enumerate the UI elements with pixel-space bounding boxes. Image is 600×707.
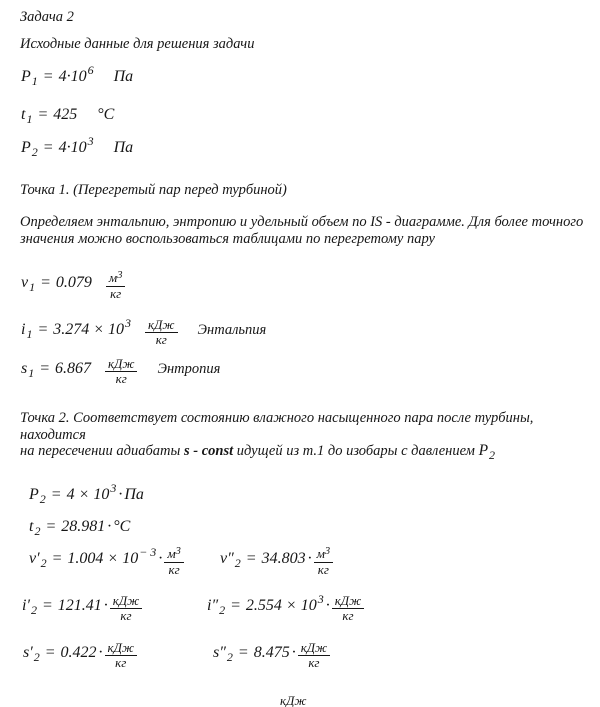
unit-fraction [314,547,334,577]
exponent: 6 [87,63,94,77]
note-line: Определяем энтальпию, энтропию и удельный объем по IS - диаграмме. Для более точного [20,214,584,230]
fraction-numerator: кДж [108,356,135,371]
formula-v1 [21,270,125,306]
fraction-denominator: кг [106,286,126,301]
variable: P [478,442,489,459]
variable: t [21,106,26,123]
unit-numerator: кДж [280,693,307,707]
formula-i1 [21,316,267,353]
equals-sign: = [237,644,249,661]
unit-fraction [105,357,137,387]
exponent: 3 [317,592,324,606]
equals-sign: = [45,518,57,535]
quantity-label: Энтропия [157,361,221,377]
fraction-numerator [164,547,184,562]
multiply-dot: · [158,550,163,567]
page-title: Задача 2 [20,9,74,25]
formula-v2-double-prime [220,546,333,582]
value: 121.41 [57,597,102,614]
unit-exponent: 3 [175,546,181,557]
equals-sign: = [42,139,54,156]
fraction-denominator: кг [332,608,364,623]
formula-s2-prime [23,640,137,676]
unit-numerator: м [108,270,118,285]
formula-i2-prime [22,593,142,629]
unit-numerator: м [167,546,176,561]
variable: i [21,321,26,338]
multiply-dot: · [291,644,296,661]
point2-paragraph [20,410,598,460]
value: 0.422 [60,644,97,661]
value: 3.274 × 10 [53,321,125,338]
fraction-numerator: кДж [334,593,362,608]
point2-text: идущей из т.1 до изобары с давлением [233,443,479,459]
fraction-denominator: кг [298,655,330,670]
equals-sign: = [51,550,63,567]
formula-i2-double-prime [207,592,364,629]
equals-sign: = [39,360,51,377]
formula-s2-double-prime [213,640,330,676]
unit: Па [124,486,144,503]
formula-s1 [21,356,221,392]
prime-mark: ′ [36,550,40,567]
unit-fraction [145,318,177,348]
exponent: 3 [125,316,132,330]
formula-p2-value [29,481,144,506]
formula-p2-given [21,134,134,159]
subscript: 1 [28,366,35,380]
variable: s [21,360,28,377]
value: 28.981 [61,518,106,535]
variable: P [21,139,31,156]
point1-note [20,214,585,247]
prime-mark: ″ [211,597,219,614]
equals-sign: = [44,644,56,661]
subscript: 1 [29,280,36,294]
formula-p1-given [21,63,134,88]
fraction-denominator: кг [314,562,334,577]
point2-line [20,443,598,460]
value: 425 [53,106,78,123]
value: 34.803 [261,550,306,567]
prime-mark: ′ [29,644,33,661]
fraction-denominator: кг [105,371,137,386]
fraction-numerator: кДж [148,317,175,332]
equals-sign: = [245,550,257,567]
subscript: 1 [31,74,38,88]
prime-mark: ″ [227,550,234,567]
formula-cutoff-fragment [280,694,306,707]
equals-sign: = [37,321,49,338]
exponent: 3 [110,481,117,495]
subscript: 2 [39,492,46,506]
multiply-dot: · [107,518,112,535]
unit: Па [113,68,134,85]
multiply-dot: · [118,486,123,503]
equals-sign: = [42,68,54,85]
variable: s [23,644,30,661]
subscript: 2 [34,524,41,538]
unit: °C [97,106,115,123]
multiply-dot: · [98,644,103,661]
formula-v2-prime [29,545,184,582]
value: 4 × 10 [66,486,110,503]
subscript: 2 [40,556,47,570]
equals-sign: = [230,597,241,614]
fraction-denominator: кг [145,332,177,347]
prime-mark: ″ [219,644,226,661]
subscript: 2 [489,448,496,462]
multiply-dot: · [325,597,330,614]
value: 8.475 [253,644,290,661]
subscript: 1 [26,112,33,126]
subscript: 2 [33,650,40,664]
point2-line: Точка 2. Соответствует состоянию влажного насыщенного пара после турбины, находится [20,410,534,443]
subscript: 2 [219,603,226,617]
unit-fraction [332,594,364,624]
point1-heading: Точка 1. (Перегретый пар перед турбиной) [20,182,287,198]
unit: Па [113,139,134,156]
point2-text: на пересечении адиабаты [20,443,184,459]
prime-mark: ′ [26,597,30,614]
subscript: 2 [234,556,241,570]
unit-fraction [110,594,142,624]
s-const-text: s - const [183,443,234,459]
value: 0.079 [55,274,92,291]
fraction-numerator [314,547,334,562]
multiply-dot: · [307,550,312,567]
unit: °C [113,518,131,535]
fraction-denominator: кг [164,562,184,577]
variable: P [21,68,31,85]
variable: v [220,550,228,567]
value: 6.867 [55,360,92,377]
exponent: 3 [87,134,94,148]
fraction-numerator: кДж [112,593,140,608]
multiply-dot: · [103,597,108,614]
variable: P [29,486,39,503]
fraction-denominator: кг [110,608,142,623]
fraction-denominator: кг [105,655,137,670]
formula-t2 [29,518,130,536]
fraction-numerator [106,271,126,286]
quantity-label: Энтальпия [197,322,267,338]
unit-fraction [106,271,126,301]
subscript: 2 [31,145,38,159]
variable: s [213,644,220,661]
equals-sign: = [50,486,62,503]
subscript: 1 [26,327,33,341]
unit-exponent: 3 [117,270,123,281]
unit-fraction [105,641,137,671]
variable: i [22,597,27,614]
variable: i [207,597,212,614]
unit-fraction [298,641,330,671]
value: 4·10 [58,68,87,85]
unit-exponent: 3 [324,546,331,557]
subscript: 2 [226,650,233,664]
unit-numerator: м [316,546,325,561]
value: 2.554 × 10 [245,597,317,614]
equals-sign: = [37,106,49,123]
formula-t1-given [21,106,114,124]
unit-fraction [164,547,184,577]
equals-sign: = [40,274,51,291]
fraction-numerator: кДж [107,640,134,655]
subscript: 2 [30,603,37,617]
equals-sign: = [41,597,53,614]
note-line: значения можно воспользоваться таблицами по перегретому пару [20,230,435,247]
variable: t [29,518,34,535]
intro-text: Исходные данные для решения задачи [20,36,255,52]
value: 1.004 × 10 [67,550,139,567]
value: 4·10 [58,139,87,156]
variable: v [21,274,29,291]
fraction-numerator: кДж [300,640,328,655]
variable: v [29,550,37,567]
exponent: − 3 [139,545,157,559]
